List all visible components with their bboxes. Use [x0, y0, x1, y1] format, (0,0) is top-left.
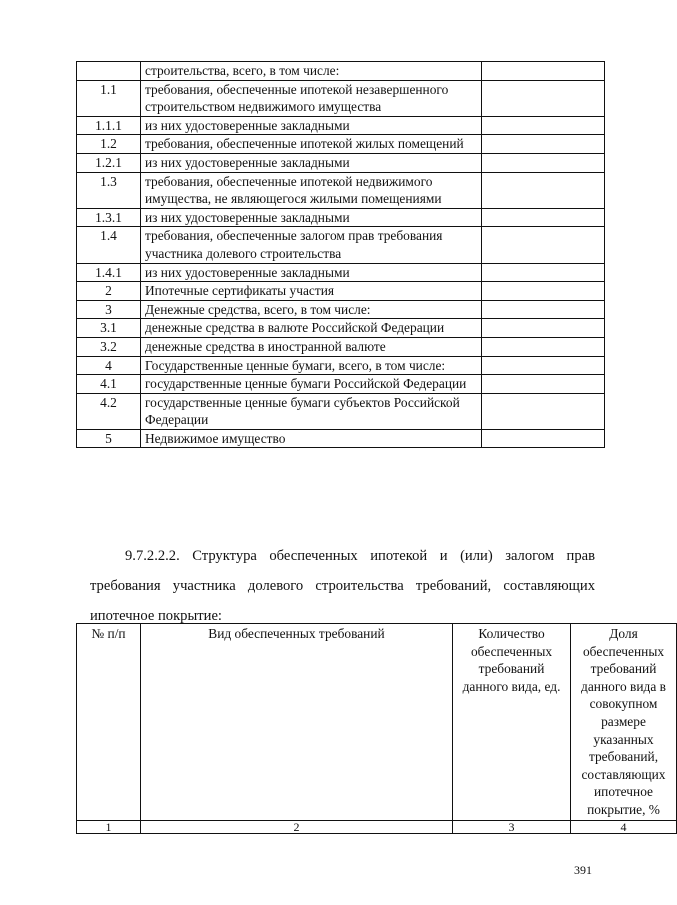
row-number: 1.3.1 — [77, 208, 141, 227]
row-number: 1.2.1 — [77, 153, 141, 172]
row-label: денежные средства в иностранной валюте — [141, 337, 482, 356]
page-number: 391 — [574, 863, 592, 877]
value-cell — [482, 429, 605, 448]
value-cell — [482, 356, 605, 375]
value-cell — [482, 337, 605, 356]
value-cell — [482, 208, 605, 227]
value-cell — [482, 116, 605, 135]
row-number: 1.1 — [77, 80, 141, 116]
header-count: Количество обеспеченных требований данного вида, ед. — [453, 624, 571, 821]
value-cell — [482, 300, 605, 319]
structure-table — [76, 623, 677, 834]
row-number: 4 — [77, 356, 141, 375]
table-row — [77, 172, 605, 208]
value-cell — [482, 263, 605, 282]
row-number: 3 — [77, 300, 141, 319]
assets-table — [76, 61, 605, 448]
index-cell: 1 — [77, 820, 141, 833]
header-row — [77, 624, 677, 821]
row-number: 1.4.1 — [77, 263, 141, 282]
value-cell — [482, 80, 605, 116]
row-number: 4.2 — [77, 393, 141, 429]
row-label: из них удостоверенные закладными — [141, 153, 482, 172]
row-label: денежные средства в валюте Российской Федерации — [141, 319, 482, 338]
row-number: 2 — [77, 282, 141, 301]
row-number: 3.1 — [77, 319, 141, 338]
row-label: строительства, всего, в том числе: — [141, 62, 482, 81]
table-row — [77, 62, 605, 81]
row-label: Денежные средства, всего, в том числе: — [141, 300, 482, 319]
table-row — [77, 300, 605, 319]
row-number: 1.2 — [77, 135, 141, 154]
table-row — [77, 227, 605, 263]
table-row — [77, 429, 605, 448]
row-number: 1.4 — [77, 227, 141, 263]
index-cell: 2 — [141, 820, 453, 833]
row-label: государственные ценные бумаги Российской Федерации — [141, 375, 482, 394]
value-cell — [482, 393, 605, 429]
row-label: требования, обеспеченные ипотекой жилых помещений — [141, 135, 482, 154]
table-row — [77, 319, 605, 338]
table-row — [77, 282, 605, 301]
row-label: требования, обеспеченные залогом прав требования участника долевого строительства — [141, 227, 482, 263]
table-row — [77, 208, 605, 227]
header-type: Вид обеспеченных требований — [141, 624, 453, 821]
row-number — [77, 62, 141, 81]
row-label: Недвижимое имущество — [141, 429, 482, 448]
row-label: Государственные ценные бумаги, всего, в том числе: — [141, 356, 482, 375]
row-number: 3.2 — [77, 337, 141, 356]
value-cell — [482, 62, 605, 81]
row-number: 1.3 — [77, 172, 141, 208]
row-label: из них удостоверенные закладными — [141, 208, 482, 227]
row-label: государственные ценные бумаги субъектов Российской Федерации — [141, 393, 482, 429]
table-row — [77, 135, 605, 154]
row-number: 5 — [77, 429, 141, 448]
section-paragraph-line-2: требования участника долевого строительства требований, составляющих — [90, 578, 595, 594]
section-paragraph-line-3: ипотечное покрытие: — [90, 608, 222, 624]
row-label: Ипотечные сертификаты участия — [141, 282, 482, 301]
index-row — [77, 820, 677, 833]
value-cell — [482, 282, 605, 301]
row-label: из них удостоверенные закладными — [141, 116, 482, 135]
table-row — [77, 375, 605, 394]
value-cell — [482, 375, 605, 394]
index-cell: 3 — [453, 820, 571, 833]
table-row — [77, 153, 605, 172]
section-paragraph-line-1: 9.7.2.2.2. Структура обеспеченных ипотекой и (или) залогом прав — [125, 548, 595, 564]
value-cell — [482, 227, 605, 263]
index-cell: 4 — [571, 820, 677, 833]
table-row — [77, 356, 605, 375]
value-cell — [482, 319, 605, 338]
header-number: № п/п — [77, 624, 141, 821]
row-label: из них удостоверенные закладными — [141, 263, 482, 282]
table-row — [77, 393, 605, 429]
table-row — [77, 80, 605, 116]
value-cell — [482, 153, 605, 172]
value-cell — [482, 135, 605, 154]
row-number: 1.1.1 — [77, 116, 141, 135]
row-label: требования, обеспеченные ипотекой недвижимого имущества, не являющегося жилыми помещениями — [141, 172, 482, 208]
row-number: 4.1 — [77, 375, 141, 394]
table-row — [77, 337, 605, 356]
table-row — [77, 116, 605, 135]
value-cell — [482, 172, 605, 208]
table-row — [77, 263, 605, 282]
header-share: Доля обеспеченных требований данного вида в совокупном размере указанных требований, составляющих ипотечное покрытие, % — [571, 624, 677, 821]
row-label: требования, обеспеченные ипотекой незавершенного строительством недвижимого имущества — [141, 80, 482, 116]
